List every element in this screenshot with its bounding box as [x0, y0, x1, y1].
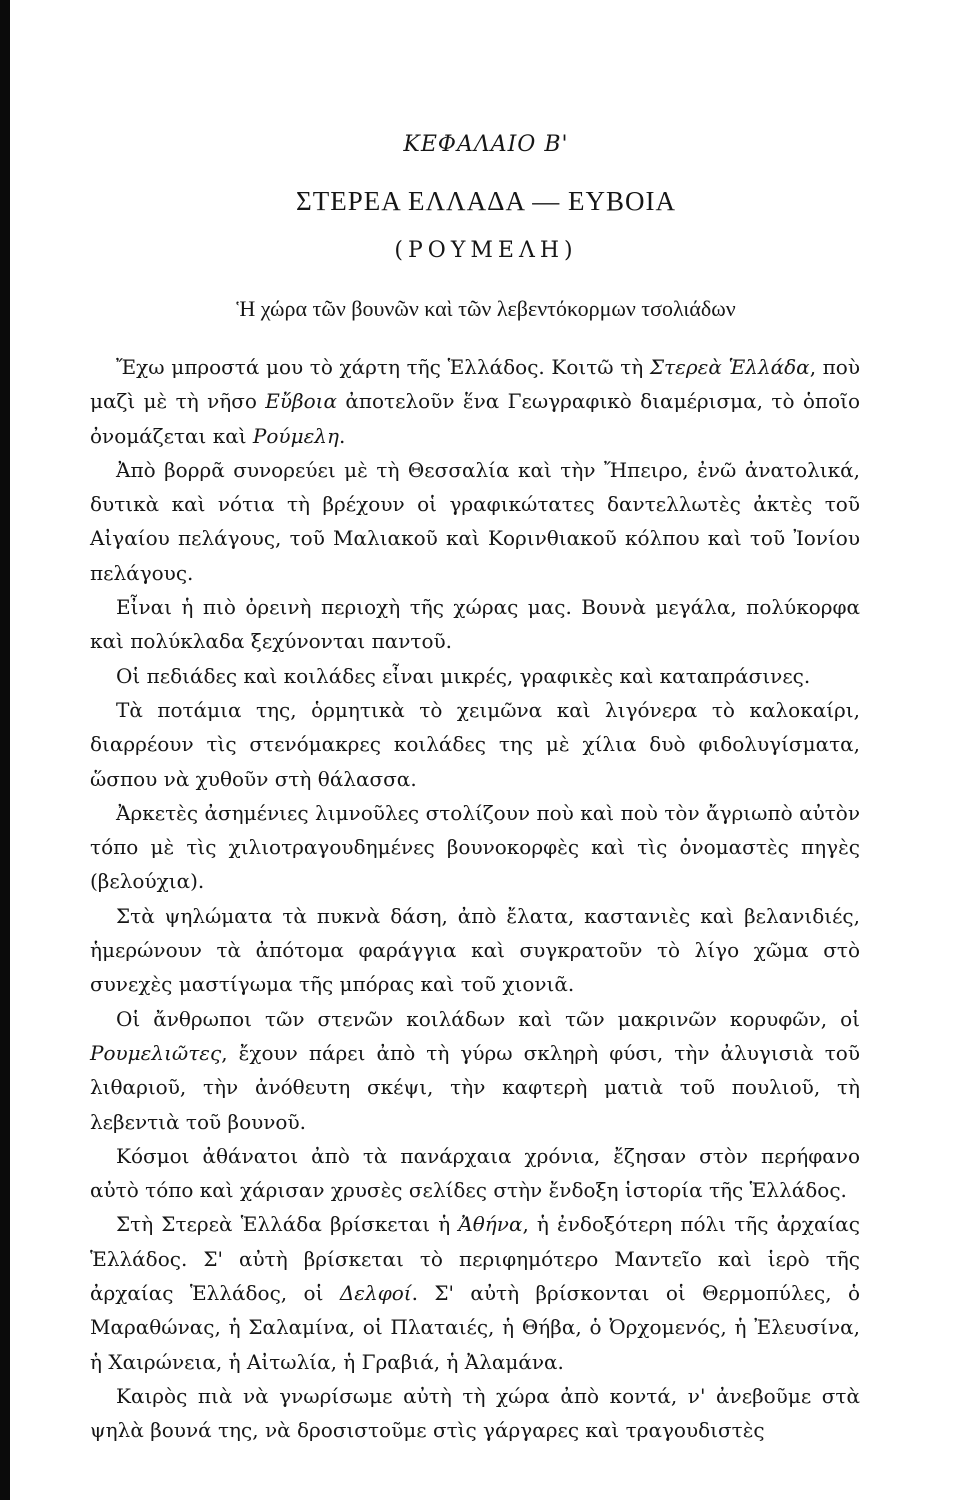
body-paragraph: [90, 1002, 860, 1139]
chapter-title: ΣΤΕΡΕΑ ΕΛΛΑΔΑ — ΕΥΒΟΙΑ: [296, 186, 676, 216]
paragraph-text: ἀποτελοῦν ἕνα Γεωγραφικὸ διαμέρισμα, τὸ ὁποῖο ὀνομάζεται καὶ: [90, 389, 860, 448]
body-paragraph: [90, 659, 860, 693]
body-paragraph: [90, 1379, 860, 1448]
body-paragraph: [90, 1139, 860, 1208]
body-paragraph: [90, 453, 860, 590]
paragraph-text: , ποὺ μαζὶ μὲ τὴ νῆσο: [90, 355, 861, 414]
paragraph-text: Οἱ ἄνθρωποι τῶν στενῶν κοιλάδων καὶ τῶν μακρινῶν κορυφῶν, οἱ: [116, 1006, 860, 1031]
italic-term: Δελφοί: [339, 1281, 412, 1306]
italic-term: Στερεὰ Ἑλλάδα: [649, 355, 810, 379]
chapter-heading: ΚΕΦΑΛΑΙΟ Β': [403, 132, 569, 157]
paragraph-text: , ἡ ἐνδοξότερη πόλι τῆς ἀρχαίας Ἑλλάδος. Σ' αὐτὴ βρίσκεται τὸ περιφημότερο Μαντεῖο καὶ ἱερὸ τῆς ἀρχαίας Ἑλλάδος, οἱ: [90, 1212, 861, 1306]
paragraph-text: Κόσμοι ἀθάνατοι ἀπὸ τὰ πανάρχαια χρόνια, ἔζησαν στὸν περήφανο αὐτὸ τόπο καὶ χάρισαν χρυσὲς σελίδες στὴν ἔνδοξη ἱστορία τῆς Ἑλλάδος.: [90, 1143, 860, 1203]
italic-term: Εὔβοια: [265, 389, 337, 414]
body-paragraph: [90, 796, 860, 899]
paragraph-text: Ἀρκετὲς ἀσημένιες λιμνοῦλες στολίζουν ποὺ καὶ ποὺ τὸν ἄγριωπὸ αὐτὸν τόπο μὲ τὶς χιλιοτραγουδημένες βουνοκορφὲς καὶ τὶς ὀνομαστὲς πηγὲς (βελούχια).: [90, 800, 860, 894]
paragraph-text: . Σ' αὐτὴ βρίσκονται οἱ Θερμοπύλες, ὁ Μαραθώνας, ἡ Σαλαμίνα, οἱ Πλαταιές, ἡ Θήβα, ὁ Ὀρχομενός, ἡ Ἐλευσίνα, ἡ Χαιρώνεια, ἡ Αἰτωλία, ἡ Γραβιά, ἡ Ἀλαμάνα.: [90, 1281, 860, 1374]
paragraph-text: Οἱ πεδιάδες καὶ κοιλάδες εἶναι μικρές, γραφικὲς καὶ καταπράσινες.: [116, 663, 811, 688]
book-page: [10, 0, 962, 1500]
epigraph: Ἡ χώρα τῶν βουνῶν καὶ τῶν λεβεντόκορμων τσολιάδων: [236, 296, 736, 321]
italic-term: Ἀθήνα: [458, 1212, 523, 1237]
paragraph-text: .: [338, 423, 346, 448]
paragraph-text: Τὰ ποτάμια της, ὁρμητικὰ τὸ χειμῶνα καὶ λιγόνερα τὸ καλοκαίρι, διαρρέουν τὶς στενόμακρες κοιλάδες της μὲ χίλια δυὸ φιδολυγίσματα, ὥσπου νὰ χυθοῦν στὴ θάλασσα.: [90, 697, 860, 791]
chapter-subtitle: (ΡΟΥΜΕΛΗ): [394, 238, 578, 263]
paragraph-text: Ἔχω μπροστά μου τὸ χάρτη τῆς Ἑλλάδος. Κοιτῶ τὴ: [116, 355, 650, 379]
paragraph-text: Στὰ ψηλώματα τὰ πυκνὰ δάση, ἀπὸ ἔλατα, καστανιὲς καὶ βελανιδιές, ἡμερώνουν τὰ ἀπότομα φαράγγια καὶ συγκρατοῦν τὸ λίγο χῶμα στὸ συνεχὲς μαστίγωμα τῆς μπόρας καὶ τοῦ χιονιᾶ.: [90, 903, 860, 997]
paragraph-text: , ἔχουν πάρει ἀπὸ τὴ γύρω σκληρὴ φύσι, τὴν ἀλυγισιὰ τοῦ λιθαριοῦ, τὴν ἀνόθευτη σκέψι, τὴν καφτερὴ ματιὰ τοῦ πουλιοῦ, τὴ λεβεντιὰ τοῦ βουνοῦ.: [90, 1040, 860, 1134]
paragraph-text: Ἀπὸ βορρᾶ συνορεύει μὲ τὴ Θεσσαλία καὶ τὴν Ἤπειρο, ἐνῶ ἀνατολικά, δυτικὰ καὶ νότια τὴ βρέχουν οἱ γραφικώτατες δαντελλωτὲς ἀκτὲς τοῦ Αἰγαίου πελάγους, τοῦ Μαλιακοῦ καὶ Κορινθιακοῦ κόλπου καὶ τοῦ Ἰονίου πελάγους.: [90, 457, 860, 585]
italic-term: Ρούμελη: [252, 423, 339, 448]
body-paragraph: [90, 693, 860, 796]
paragraph-text: Στὴ Στερεὰ Ἑλλάδα βρίσκεται ἡ: [116, 1212, 459, 1237]
paragraph-text: Καιρὸς πιὰ νὰ γνωρίσωμε αὐτὴ τὴ χώρα ἀπὸ κοντά, ν' ἀνεβοῦμε στὰ ψηλὰ βουνά της, νὰ δροσιστοῦμε στὶς γάργαρες καὶ τραγουδιστὲς: [90, 1383, 860, 1443]
body-text: [90, 350, 860, 1448]
body-paragraph: [90, 1207, 860, 1378]
paragraph-text: Εἶναι ἡ πιὸ ὀρεινὴ περιοχὴ τῆς χώρας μας. Βουνὰ μεγάλα, πολύκορφα καὶ πολύκλαδα ξεχύνονται παντοῦ.: [90, 595, 860, 654]
body-paragraph: [90, 899, 860, 1002]
body-paragraph: [90, 590, 860, 659]
body-paragraph: [90, 350, 860, 453]
italic-term: Ρουμελιῶτες: [90, 1040, 222, 1065]
